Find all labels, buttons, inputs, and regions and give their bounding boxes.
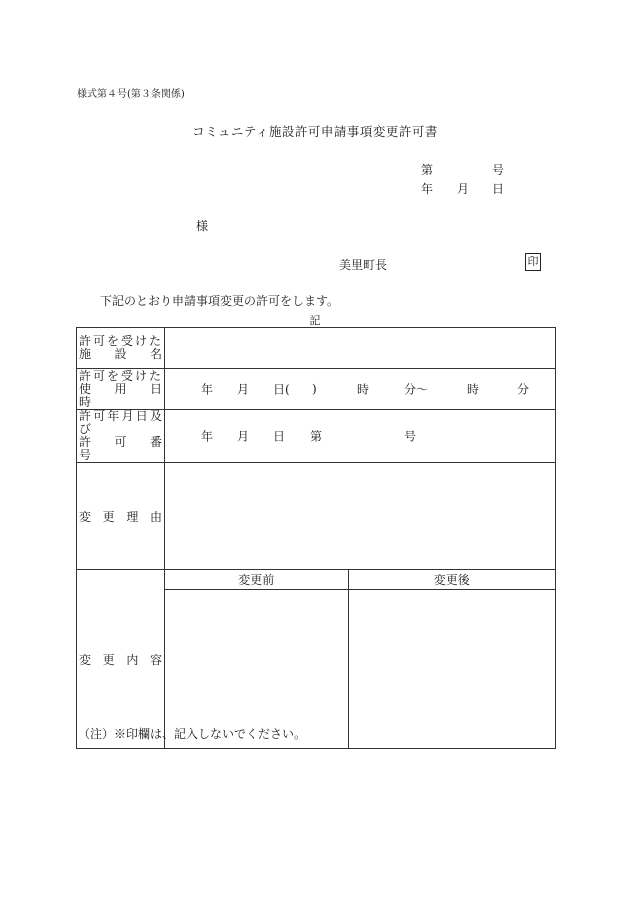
facility-label-line1: 許可を受けた	[79, 334, 162, 348]
datetime-weekday-close: )	[312, 382, 317, 396]
datetime-year-label: 年	[201, 382, 214, 397]
addressee-sama: 様	[196, 219, 209, 233]
issue-year-label: 年	[421, 182, 434, 196]
facility-label-cell	[77, 328, 165, 369]
issue-day-label: 日	[492, 182, 505, 196]
reason-field[interactable]	[165, 463, 556, 570]
before-header: 変更前	[165, 570, 348, 590]
document-title: コミュニティ施設許可申請事項変更許可書	[192, 124, 438, 139]
facility-name-field[interactable]	[165, 328, 556, 369]
datetime-label-line2: 使 用 日 時	[79, 381, 175, 409]
content-label-cell	[77, 570, 165, 749]
reason-row	[77, 463, 556, 570]
footnote: （注）※印欄は、記入しないでください。	[78, 727, 307, 741]
datetime-field[interactable]	[165, 369, 556, 410]
number-dai-label: 第	[421, 163, 434, 177]
datetime-label-cell	[77, 368, 175, 410]
datetime-hour-start-label: 時	[357, 382, 370, 397]
permit-field[interactable]	[165, 410, 556, 463]
content-inner-table	[165, 570, 555, 748]
permit-label-cell	[77, 409, 175, 463]
content-label: 変更内容	[79, 652, 162, 667]
datetime-day-open-label: 日(	[273, 382, 290, 397]
permit-month-label: 月	[237, 429, 250, 444]
content-field	[165, 570, 556, 749]
permit-form-table	[76, 327, 556, 749]
issue-month-label: 月	[457, 182, 470, 196]
datetime-month-label: 月	[237, 382, 250, 397]
datetime-row	[77, 369, 556, 410]
permit-year-label: 年	[201, 429, 214, 444]
after-header: 変更後	[348, 570, 555, 590]
permit-label-line1: 許可年月日及び	[79, 409, 162, 436]
permit-day-label: 日	[273, 429, 286, 444]
after-field[interactable]	[348, 590, 555, 749]
datetime-label-line1: 許可を受けた	[79, 368, 162, 383]
reason-label: 変更理由	[79, 509, 162, 524]
number-go-label: 号	[492, 163, 505, 177]
datetime-hour-end-label: 時	[467, 382, 480, 397]
ki-heading: 記	[309, 314, 321, 327]
form-number: 様式第４号(第３条関係)	[77, 89, 185, 100]
datetime-minute-start-label: 分～	[404, 382, 429, 397]
permit-dai-label: 第	[310, 429, 323, 444]
permit-row	[77, 410, 556, 463]
permit-go-label: 号	[404, 429, 417, 444]
facility-row	[77, 328, 556, 369]
intro-text: 下記のとおり申請事項変更の許可をします。	[100, 294, 340, 308]
issuer-name: 美里町長	[339, 258, 388, 272]
reason-label-cell	[77, 463, 165, 570]
facility-label-line2: 施 設 名	[79, 347, 162, 361]
seal-mark: 印	[525, 253, 541, 271]
permit-label-line2: 許 可 番 号	[79, 435, 175, 462]
datetime-minute-end-label: 分	[517, 382, 530, 397]
content-row	[77, 570, 556, 749]
